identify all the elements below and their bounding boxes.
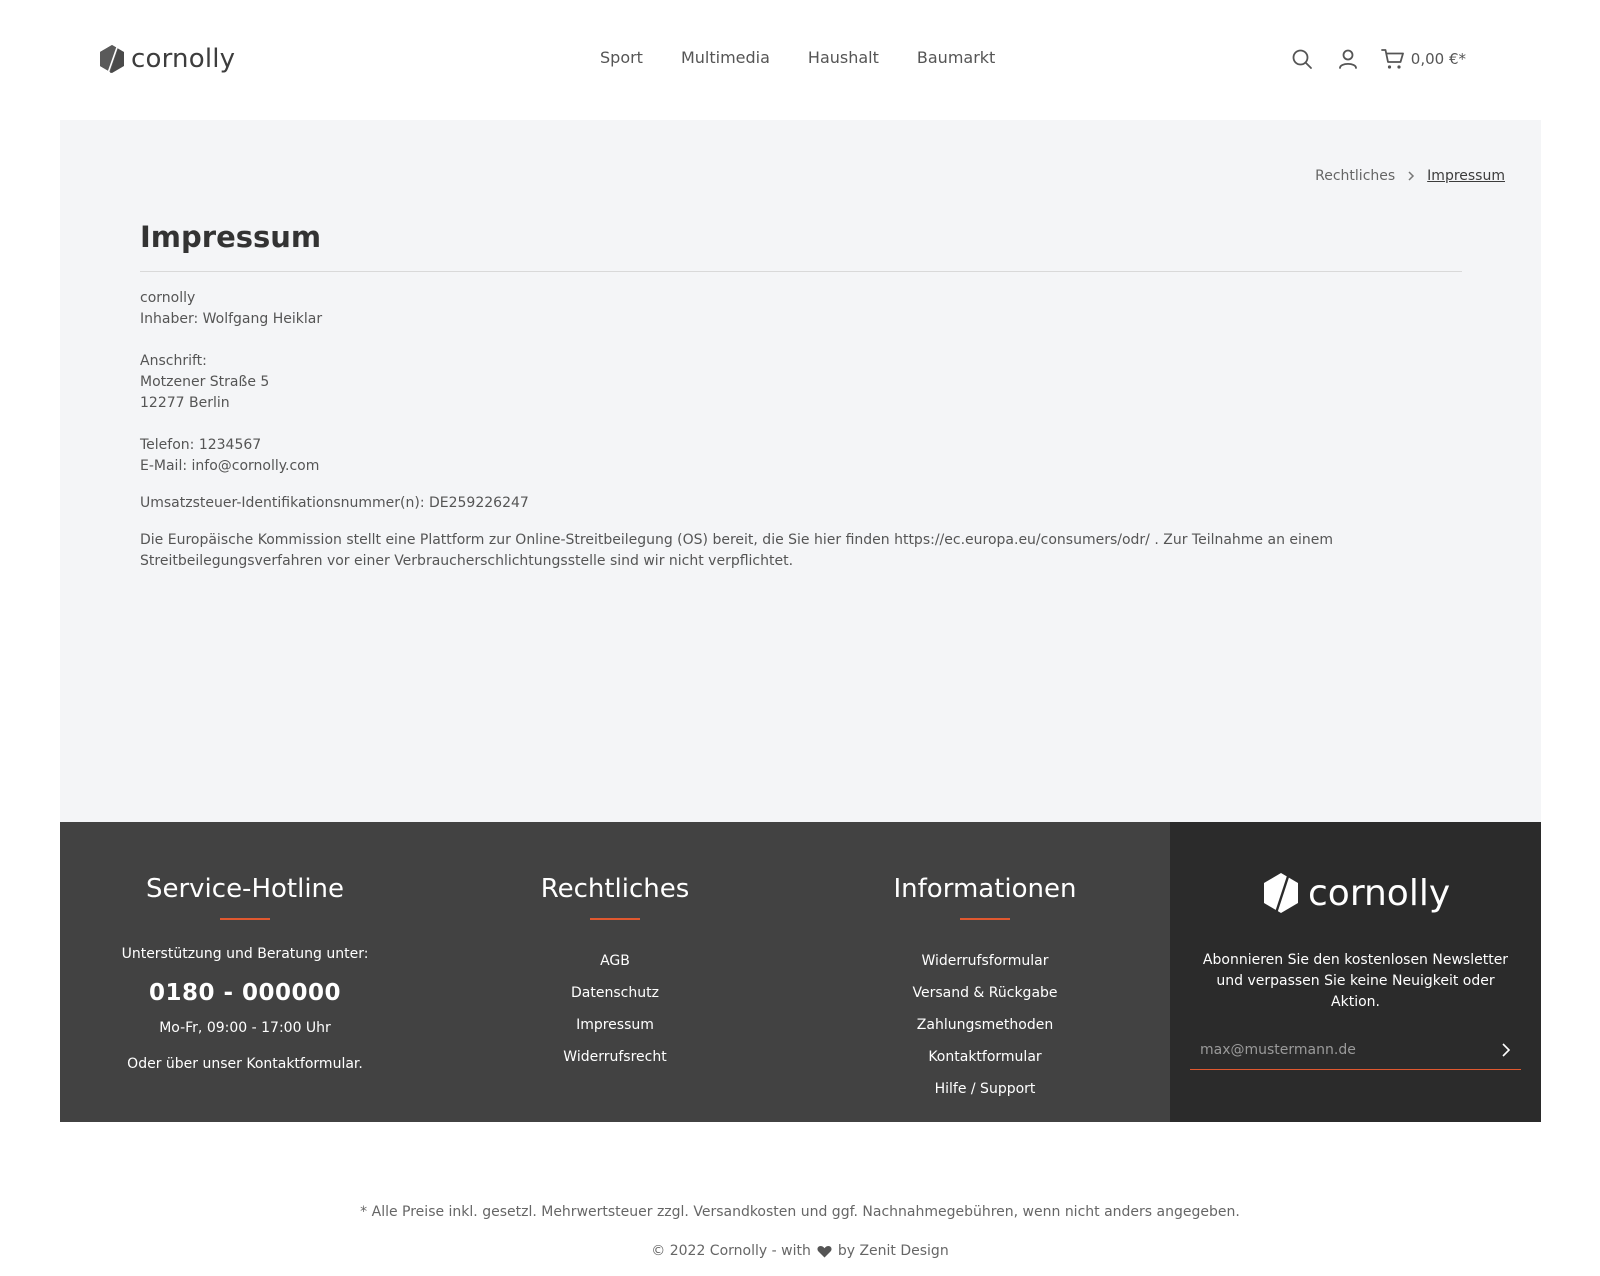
logo-icon bbox=[98, 44, 126, 74]
hotline-text: Unterstützung und Beratung unter: bbox=[121, 946, 369, 962]
info-accent bbox=[960, 918, 1010, 920]
copyright-suffix[interactable]: by Zenit Design bbox=[837, 1243, 949, 1259]
impressum-body bbox=[140, 288, 1470, 572]
city: 12277 Berlin bbox=[140, 395, 230, 411]
legal-title: Rechtliches bbox=[540, 874, 690, 904]
cart-total: 0,00 €* bbox=[1410, 50, 1466, 68]
logo-icon bbox=[1262, 872, 1300, 914]
footer-link-kontaktformular[interactable]: Kontaktformular bbox=[928, 1049, 1042, 1065]
hotline-column bbox=[60, 874, 430, 1072]
owner: Inhaber: Wolfgang Heiklar bbox=[140, 311, 323, 327]
header-actions bbox=[1289, 46, 1466, 72]
site-header bbox=[0, 0, 1600, 120]
footer-link-widerrufsrecht[interactable]: Widerrufsrecht bbox=[563, 1049, 667, 1065]
vat-id: Umsatzsteuer-Identifikationsnummer(n): DE259226247 bbox=[140, 495, 529, 511]
footer-link-impressum[interactable]: Impressum bbox=[576, 1017, 654, 1033]
footer-link-agb[interactable]: AGB bbox=[600, 953, 630, 969]
cart-button[interactable] bbox=[1381, 48, 1466, 70]
breadcrumb bbox=[1315, 168, 1505, 184]
user-icon[interactable] bbox=[1335, 46, 1361, 72]
phone: Telefon: 1234567 bbox=[140, 437, 262, 453]
logo[interactable] bbox=[98, 44, 235, 74]
newsletter-panel bbox=[1170, 822, 1541, 1122]
footer-logo bbox=[1262, 872, 1450, 914]
main-nav bbox=[600, 48, 995, 67]
site-footer bbox=[60, 822, 1541, 1122]
copyright-prefix: © 2022 Cornolly - with bbox=[651, 1243, 811, 1259]
info-links bbox=[800, 950, 1170, 1110]
search-icon[interactable] bbox=[1289, 46, 1315, 72]
legal-accent bbox=[590, 918, 640, 920]
nav-item-haushalt[interactable]: Haushalt bbox=[807, 48, 879, 67]
hotline-contact-link[interactable]: Oder über unser Kontaktformular. bbox=[127, 1056, 363, 1072]
info-column bbox=[800, 874, 1170, 1110]
heart-icon bbox=[817, 1245, 832, 1258]
title-divider bbox=[140, 271, 1462, 272]
hotline-phone: 0180 - 000000 bbox=[148, 980, 342, 1006]
nav-item-multimedia[interactable]: Multimedia bbox=[680, 48, 770, 67]
copyright bbox=[0, 1243, 1600, 1259]
info-title: Informationen bbox=[893, 874, 1077, 904]
email: E-Mail: info@cornolly.com bbox=[140, 458, 320, 474]
address-label: Anschrift: bbox=[140, 353, 207, 369]
street: Motzener Straße 5 bbox=[140, 374, 270, 390]
nav-item-baumarkt[interactable]: Baumarkt bbox=[916, 48, 996, 67]
price-note: * Alle Preise inkl. gesetzl. Mehrwertsteuer zzgl. Versandkosten und ggf. Nachnahmegebühren, wenn nicht anders angegeben. bbox=[360, 1204, 1240, 1220]
footer-link-widerrufsformular[interactable]: Widerrufsformular bbox=[921, 953, 1049, 969]
footer-link-hilfe[interactable]: Hilfe / Support bbox=[934, 1081, 1036, 1097]
breadcrumb-impressum[interactable]: Impressum bbox=[1427, 168, 1505, 184]
cart-icon bbox=[1381, 48, 1405, 70]
company-name: cornolly bbox=[140, 290, 196, 306]
footer-link-zahlungsmethoden[interactable]: Zahlungsmethoden bbox=[916, 1017, 1054, 1033]
footer-link-datenschutz[interactable]: Datenschutz bbox=[571, 985, 659, 1001]
hotline-title: Service-Hotline bbox=[145, 874, 345, 904]
newsletter-form bbox=[1190, 1030, 1521, 1070]
chevron-right-icon bbox=[1407, 170, 1415, 182]
hotline-hours: Mo-Fr, 09:00 - 17:00 Uhr bbox=[159, 1020, 331, 1036]
page-title: Impressum bbox=[140, 220, 322, 254]
newsletter-text: Abonnieren Sie den kostenlosen Newsletter und verpassen Sie keine Neuigkeit oder Aktion. bbox=[1202, 952, 1509, 1010]
newsletter-submit-button[interactable] bbox=[1491, 1035, 1521, 1065]
dispute-text: Die Europäische Kommission stellt eine Plattform zur Online-Streitbeilegung (OS) bereit, die Sie hier finden https://ec.europa.eu/consumers/odr/ . Zur Teilnahme an einem Streitbeilegungsverfahren vor einer Verbraucherschlichtungsstelle sind wir nicht verpflichtet. bbox=[140, 532, 1334, 569]
footer-link-versand[interactable]: Versand & Rückgabe bbox=[912, 985, 1058, 1001]
logo-text: cornolly bbox=[131, 44, 236, 74]
breadcrumb-rechtliches[interactable]: Rechtliches bbox=[1315, 168, 1396, 184]
newsletter-email-input[interactable] bbox=[1190, 1042, 1491, 1058]
legal-links bbox=[430, 950, 800, 1078]
nav-item-sport[interactable]: Sport bbox=[600, 48, 643, 67]
hotline-accent bbox=[220, 918, 270, 920]
chevron-right-icon bbox=[1501, 1042, 1511, 1058]
main-content bbox=[60, 120, 1541, 822]
footer-logo-text: cornolly bbox=[1308, 872, 1451, 914]
legal-column bbox=[430, 874, 800, 1078]
